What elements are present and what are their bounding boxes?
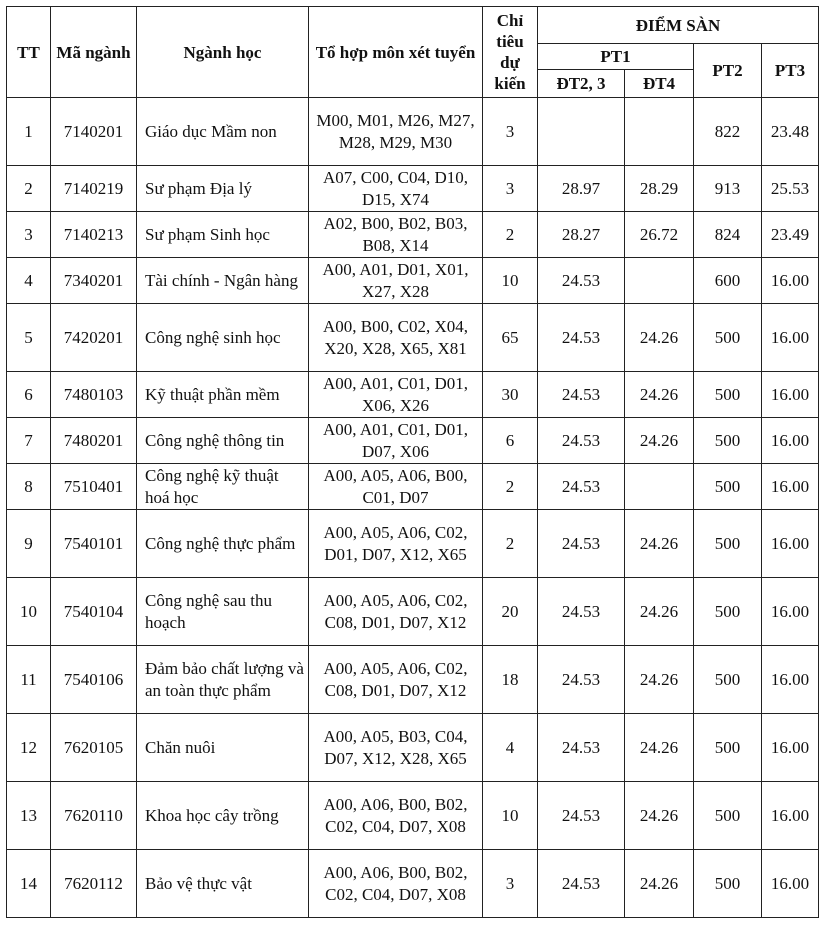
- row-dt23: 24.53: [538, 510, 625, 578]
- row-chi-tieu: 2: [483, 464, 538, 510]
- table-row: [7, 372, 819, 418]
- row-pt3: 16.00: [762, 464, 819, 510]
- table-row: [7, 166, 819, 212]
- row-dt4: 24.26: [625, 646, 694, 714]
- row-to-hop: A00, A05, B03, C04, D07, X12, X28, X65: [309, 714, 483, 782]
- row-nganh-hoc: Sư phạm Sinh học: [137, 212, 309, 258]
- row-dt4: 24.26: [625, 578, 694, 646]
- header-dt4: ĐT4: [625, 70, 694, 98]
- row-pt3: 16.00: [762, 782, 819, 850]
- row-tt: 14: [7, 850, 51, 918]
- header-tt: TT: [7, 7, 51, 98]
- row-pt3: 16.00: [762, 850, 819, 918]
- row-nganh-hoc: Sư phạm Địa lý: [137, 166, 309, 212]
- header-diem-san: ĐIỂM SÀN: [538, 7, 819, 44]
- table-row: [7, 714, 819, 782]
- row-nganh-hoc: Công nghệ kỹ thuật hoá học: [137, 464, 309, 510]
- row-dt4: 24.26: [625, 714, 694, 782]
- table-row: [7, 578, 819, 646]
- row-ma-nganh: 7420201: [51, 304, 137, 372]
- row-tt: 3: [7, 212, 51, 258]
- row-pt2: 500: [694, 418, 762, 464]
- row-to-hop: A02, B00, B02, B03, B08, X14: [309, 212, 483, 258]
- row-pt3: 16.00: [762, 578, 819, 646]
- row-to-hop: M00, M01, M26, M27, M28, M29, M30: [309, 98, 483, 166]
- row-tt: 13: [7, 782, 51, 850]
- row-nganh-hoc: Tài chính - Ngân hàng: [137, 258, 309, 304]
- row-chi-tieu: 10: [483, 782, 538, 850]
- row-ma-nganh: 7480103: [51, 372, 137, 418]
- row-pt2: 822: [694, 98, 762, 166]
- row-pt2: 500: [694, 578, 762, 646]
- row-dt23: 24.53: [538, 372, 625, 418]
- row-dt23: 24.53: [538, 850, 625, 918]
- row-pt2: 913: [694, 166, 762, 212]
- table-row: [7, 98, 819, 166]
- row-to-hop: A00, B00, C02, X04, X20, X28, X65, X81: [309, 304, 483, 372]
- row-pt2: 600: [694, 258, 762, 304]
- row-tt: 10: [7, 578, 51, 646]
- row-nganh-hoc: Đảm bảo chất lượng và an toàn thực phẩm: [137, 646, 309, 714]
- row-nganh-hoc: Bảo vệ thực vật: [137, 850, 309, 918]
- admission-score-table: [6, 6, 819, 918]
- row-chi-tieu: 18: [483, 646, 538, 714]
- row-tt: 2: [7, 166, 51, 212]
- row-pt2: 500: [694, 714, 762, 782]
- row-dt4: 24.26: [625, 304, 694, 372]
- row-dt4: 24.26: [625, 782, 694, 850]
- row-pt3: 16.00: [762, 372, 819, 418]
- row-to-hop: A00, A05, A06, C02, D01, D07, X12, X65: [309, 510, 483, 578]
- row-ma-nganh: 7620105: [51, 714, 137, 782]
- row-pt2: 500: [694, 646, 762, 714]
- row-pt3: 23.48: [762, 98, 819, 166]
- row-to-hop: A00, A05, A06, C02, C08, D01, D07, X12: [309, 578, 483, 646]
- row-pt3: 16.00: [762, 304, 819, 372]
- row-pt3: 23.49: [762, 212, 819, 258]
- row-ma-nganh: 7510401: [51, 464, 137, 510]
- header-pt2: PT2: [694, 44, 762, 98]
- table-row: [7, 782, 819, 850]
- row-nganh-hoc: Công nghệ sau thu hoạch: [137, 578, 309, 646]
- row-tt: 9: [7, 510, 51, 578]
- row-dt4: 26.72: [625, 212, 694, 258]
- row-ma-nganh: 7140213: [51, 212, 137, 258]
- row-nganh-hoc: Chăn nuôi: [137, 714, 309, 782]
- row-to-hop: A00, A06, B00, B02, C02, C04, D07, X08: [309, 850, 483, 918]
- row-tt: 11: [7, 646, 51, 714]
- row-tt: 5: [7, 304, 51, 372]
- header-ma-nganh: Mã ngành: [51, 7, 137, 98]
- row-to-hop: A00, A05, A06, C02, C08, D01, D07, X12: [309, 646, 483, 714]
- row-ma-nganh: 7540106: [51, 646, 137, 714]
- row-nganh-hoc: Công nghệ thực phẩm: [137, 510, 309, 578]
- row-nganh-hoc: Công nghệ thông tin: [137, 418, 309, 464]
- row-chi-tieu: 10: [483, 258, 538, 304]
- row-dt23: 24.53: [538, 258, 625, 304]
- row-pt2: 500: [694, 510, 762, 578]
- table-row: [7, 212, 819, 258]
- row-chi-tieu: 4: [483, 714, 538, 782]
- row-dt23: 24.53: [538, 464, 625, 510]
- row-dt4: 28.29: [625, 166, 694, 212]
- row-chi-tieu: 30: [483, 372, 538, 418]
- table-row: [7, 304, 819, 372]
- row-ma-nganh: 7340201: [51, 258, 137, 304]
- row-to-hop: A00, A01, C01, D01, X06, X26: [309, 372, 483, 418]
- row-chi-tieu: 2: [483, 510, 538, 578]
- header-pt1: PT1: [538, 44, 694, 70]
- row-dt23: 24.53: [538, 304, 625, 372]
- table-row: [7, 464, 819, 510]
- row-dt23: 28.97: [538, 166, 625, 212]
- header-nganh-hoc: Ngành học: [137, 7, 309, 98]
- row-pt3: 16.00: [762, 510, 819, 578]
- row-dt4: [625, 464, 694, 510]
- row-ma-nganh: 7140219: [51, 166, 137, 212]
- row-dt4: 24.26: [625, 372, 694, 418]
- row-chi-tieu: 20: [483, 578, 538, 646]
- table-row: [7, 510, 819, 578]
- row-ma-nganh: 7480201: [51, 418, 137, 464]
- row-dt4: 24.26: [625, 510, 694, 578]
- row-pt2: 824: [694, 212, 762, 258]
- row-dt23: 24.53: [538, 578, 625, 646]
- row-pt3: 16.00: [762, 646, 819, 714]
- table-row: [7, 258, 819, 304]
- row-nganh-hoc: Công nghệ sinh học: [137, 304, 309, 372]
- row-dt23: 24.53: [538, 782, 625, 850]
- row-to-hop: A00, A01, D01, X01, X27, X28: [309, 258, 483, 304]
- row-dt4: 24.26: [625, 418, 694, 464]
- row-dt4: [625, 258, 694, 304]
- row-dt23: 24.53: [538, 646, 625, 714]
- table-row: [7, 418, 819, 464]
- row-to-hop: A00, A06, B00, B02, C02, C04, D07, X08: [309, 782, 483, 850]
- row-nganh-hoc: Giáo dục Mầm non: [137, 98, 309, 166]
- row-tt: 1: [7, 98, 51, 166]
- header-to-hop: Tổ hợp môn xét tuyển: [309, 7, 483, 98]
- row-ma-nganh: 7540101: [51, 510, 137, 578]
- table-row: [7, 646, 819, 714]
- row-chi-tieu: 2: [483, 212, 538, 258]
- header-dt23: ĐT2, 3: [538, 70, 625, 98]
- row-chi-tieu: 3: [483, 98, 538, 166]
- row-chi-tieu: 6: [483, 418, 538, 464]
- row-pt2: 500: [694, 782, 762, 850]
- row-ma-nganh: 7140201: [51, 98, 137, 166]
- row-tt: 12: [7, 714, 51, 782]
- row-chi-tieu: 3: [483, 850, 538, 918]
- row-ma-nganh: 7540104: [51, 578, 137, 646]
- row-dt23: 24.53: [538, 418, 625, 464]
- row-to-hop: A07, C00, C04, D10, D15, X74: [309, 166, 483, 212]
- table-row: [7, 850, 819, 918]
- row-pt3: 16.00: [762, 714, 819, 782]
- row-pt2: 500: [694, 372, 762, 418]
- row-dt23: 24.53: [538, 714, 625, 782]
- row-nganh-hoc: Khoa học cây trồng: [137, 782, 309, 850]
- row-dt4: 24.26: [625, 850, 694, 918]
- row-pt2: 500: [694, 304, 762, 372]
- row-ma-nganh: 7620110: [51, 782, 137, 850]
- row-nganh-hoc: Kỹ thuật phần mềm: [137, 372, 309, 418]
- row-dt4: [625, 98, 694, 166]
- row-ma-nganh: 7620112: [51, 850, 137, 918]
- row-tt: 8: [7, 464, 51, 510]
- row-to-hop: A00, A05, A06, B00, C01, D07: [309, 464, 483, 510]
- row-dt23: [538, 98, 625, 166]
- row-pt3: 16.00: [762, 418, 819, 464]
- row-chi-tieu: 3: [483, 166, 538, 212]
- row-chi-tieu: 65: [483, 304, 538, 372]
- row-pt2: 500: [694, 464, 762, 510]
- row-to-hop: A00, A01, C01, D01, D07, X06: [309, 418, 483, 464]
- row-pt3: 16.00: [762, 258, 819, 304]
- row-tt: 7: [7, 418, 51, 464]
- row-tt: 6: [7, 372, 51, 418]
- row-tt: 4: [7, 258, 51, 304]
- row-pt3: 25.53: [762, 166, 819, 212]
- header-pt3: PT3: [762, 44, 819, 98]
- row-dt23: 28.27: [538, 212, 625, 258]
- header-chi-tieu: Chỉ tiêu dự kiến: [483, 7, 538, 98]
- row-pt2: 500: [694, 850, 762, 918]
